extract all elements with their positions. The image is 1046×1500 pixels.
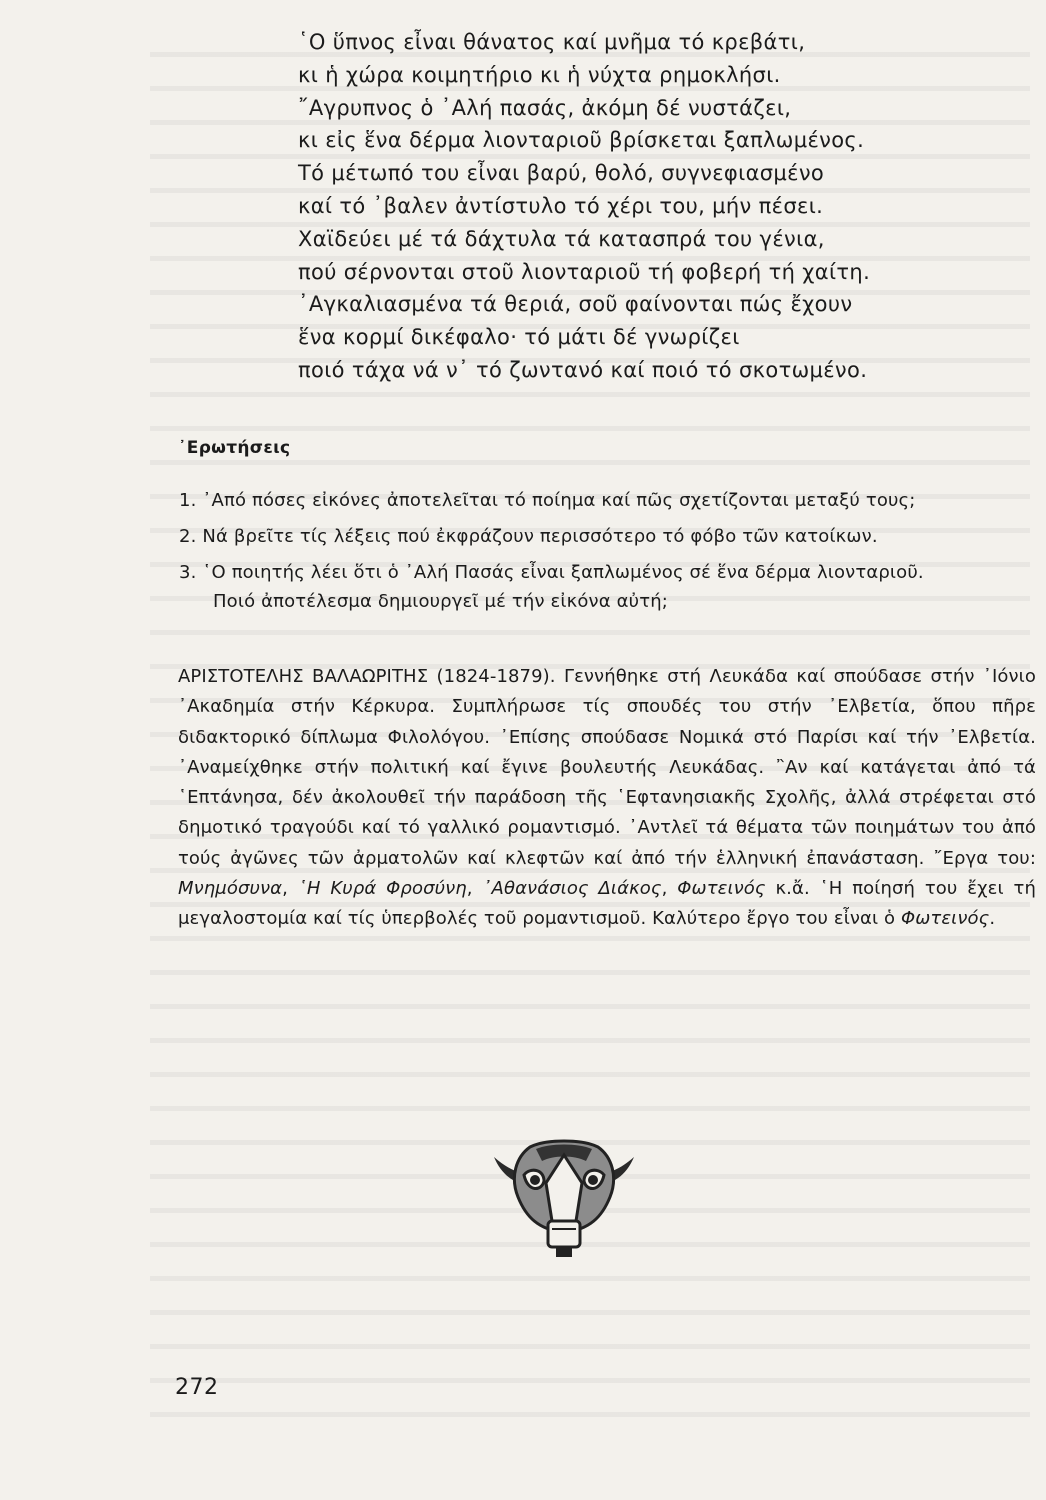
- poem-line: καί τό ᾿βαλεν ἀντίστυλο τό χέρι του, μήν πέσει.: [298, 193, 824, 218]
- question-item: [179, 558, 924, 616]
- questions-list: [179, 486, 924, 623]
- poem: [298, 26, 870, 387]
- poem-line: Τό μέτωπό του εἶναι βαρύ, θολό, συγνεφιασμένο: [298, 161, 825, 186]
- poem-line: κι εἰς ἕνα δέρμα λιονταριοῦ βρίσκεται ξαπλωμένος.: [298, 128, 865, 153]
- author-biography: [178, 662, 1036, 935]
- bull-head-ornament-icon: [486, 1137, 642, 1267]
- question-number: 3.: [179, 562, 197, 583]
- biography-text: κ.ἄ. ῾Η ποίησή του ἔχει τή μεγαλοστομία καί τίς ὑπερβολές τοῦ ρομαντισμοῦ. Καλύτερο ἔργο του εἶναι ὁ: [178, 878, 1036, 930]
- question-item: [179, 522, 924, 551]
- question-number: 1.: [179, 490, 197, 511]
- question-text: ᾿Από πόσες εἰκόνες ἀποτελεῖται τό ποίημα καί πῶς σχετίζονται μεταξύ τους;: [202, 490, 916, 511]
- question-item: [179, 486, 924, 515]
- biography-text: ΑΡΙΣΤΟΤΕΛΗΣ ΒΑΛΑΩΡΙΤΗΣ (1824-1879). Γεννήθηκε στή Λευκάδα καί σπούδασε στήν ᾿Ιόνιο ᾿Ακαδημία στήν Κέρκυρα. Συμπλήρωσε τίς σπουδές του στήν ᾿Ελβετία, ὅπου πῆρε διδακτορικό δίπλωμα Φιλολόγου. ᾿Επίσης σπούδασε Νομικά στό Παρίσι καί τήν ᾿Ελβετία. ᾿Αναμείχθηκε στήν πολιτική καί ἔγινε βουλευτής Λευκάδας. ῍Αν καί κατάγεται ἀπό τά ῾Επτάνησα, δέν ἀκολουθεῖ τήν παράδοση τῆς ῾Εφτανησιακῆς Σχολῆς, ἀλλά στρέφεται στό δημοτικό τραγούδι καί τό γαλλικό ρομαντισμό. ᾿Αντλεῖ τά θέματα τῶν ποιημάτων του ἀπό τούς ἀγῶνες τῶν ἀρματολῶν καί κλεφτῶν καί ἀπό τήν ἑλληνική ἐπανάσταση. ῎Εργα του:: [178, 666, 1036, 869]
- poem-line: ῎Αγρυπνος ὁ ᾿Αλή πασάς, ἀκόμη δέ νυστάζει,: [298, 95, 792, 120]
- poem-line: ῾Ο ὕπνος εἶναι θάνατος καί μνῆμα τό κρεβάτι,: [298, 30, 806, 54]
- work-title: ῾Η Κυρά Φροσύνη: [297, 878, 467, 900]
- poem-line: ἕνα κορμί δικέφαλο· τό μάτι δέ γνωρίζει: [298, 325, 740, 350]
- work-title: Μνημόσυνα: [178, 878, 283, 900]
- separator: ,: [466, 878, 483, 900]
- separator: ,: [661, 878, 678, 900]
- work-title: Φωτεινός: [677, 878, 766, 900]
- work-title: Φωτεινός: [900, 908, 990, 930]
- biography-text: .: [989, 908, 996, 930]
- questions-heading: ᾿Ερωτήσεις: [178, 438, 291, 458]
- separator: ,: [282, 878, 298, 900]
- question-text: Νά βρεῖτε τίς λέξεις πού ἐκφράζουν περισσότερο τό φόβο τῶν κατοίκων.: [202, 526, 878, 547]
- question-text: ῾Ο ποιητής λέει ὅτι ὁ ᾿Αλή Πασάς εἶναι ξαπλωμένος σέ ἕνα δέρμα λιονταριοῦ.: [202, 562, 924, 583]
- page-number: 272: [175, 1375, 219, 1400]
- poem-line: κι ἡ χώρα κοιμητήριο κι ἡ νύχτα ρημοκλήσι.: [298, 62, 781, 87]
- question-number: 2.: [179, 526, 197, 547]
- question-text-continuation: Ποιό ἀποτέλεσμα δημιουργεῖ μέ τήν εἰκόνα αὐτή;: [213, 591, 668, 612]
- poem-line: ᾿Αγκαλιασμένα τά θεριά, σοῦ φαίνονται πώς ἔχουν: [298, 292, 853, 317]
- poem-line: πού σέρνονται στοῦ λιονταριοῦ τή φοβερή τή χαίτη.: [298, 259, 871, 284]
- poem-line: Χαϊδεύει μέ τά δάχτυλα τά κατασπρά του γένια,: [298, 226, 825, 251]
- poem-line: ποιό τάχα νά ν᾿ τό ζωντανό καί ποιό τό σκοτωμένο.: [298, 357, 868, 382]
- work-title: ᾿Αθανάσιος Διάκος: [482, 878, 662, 900]
